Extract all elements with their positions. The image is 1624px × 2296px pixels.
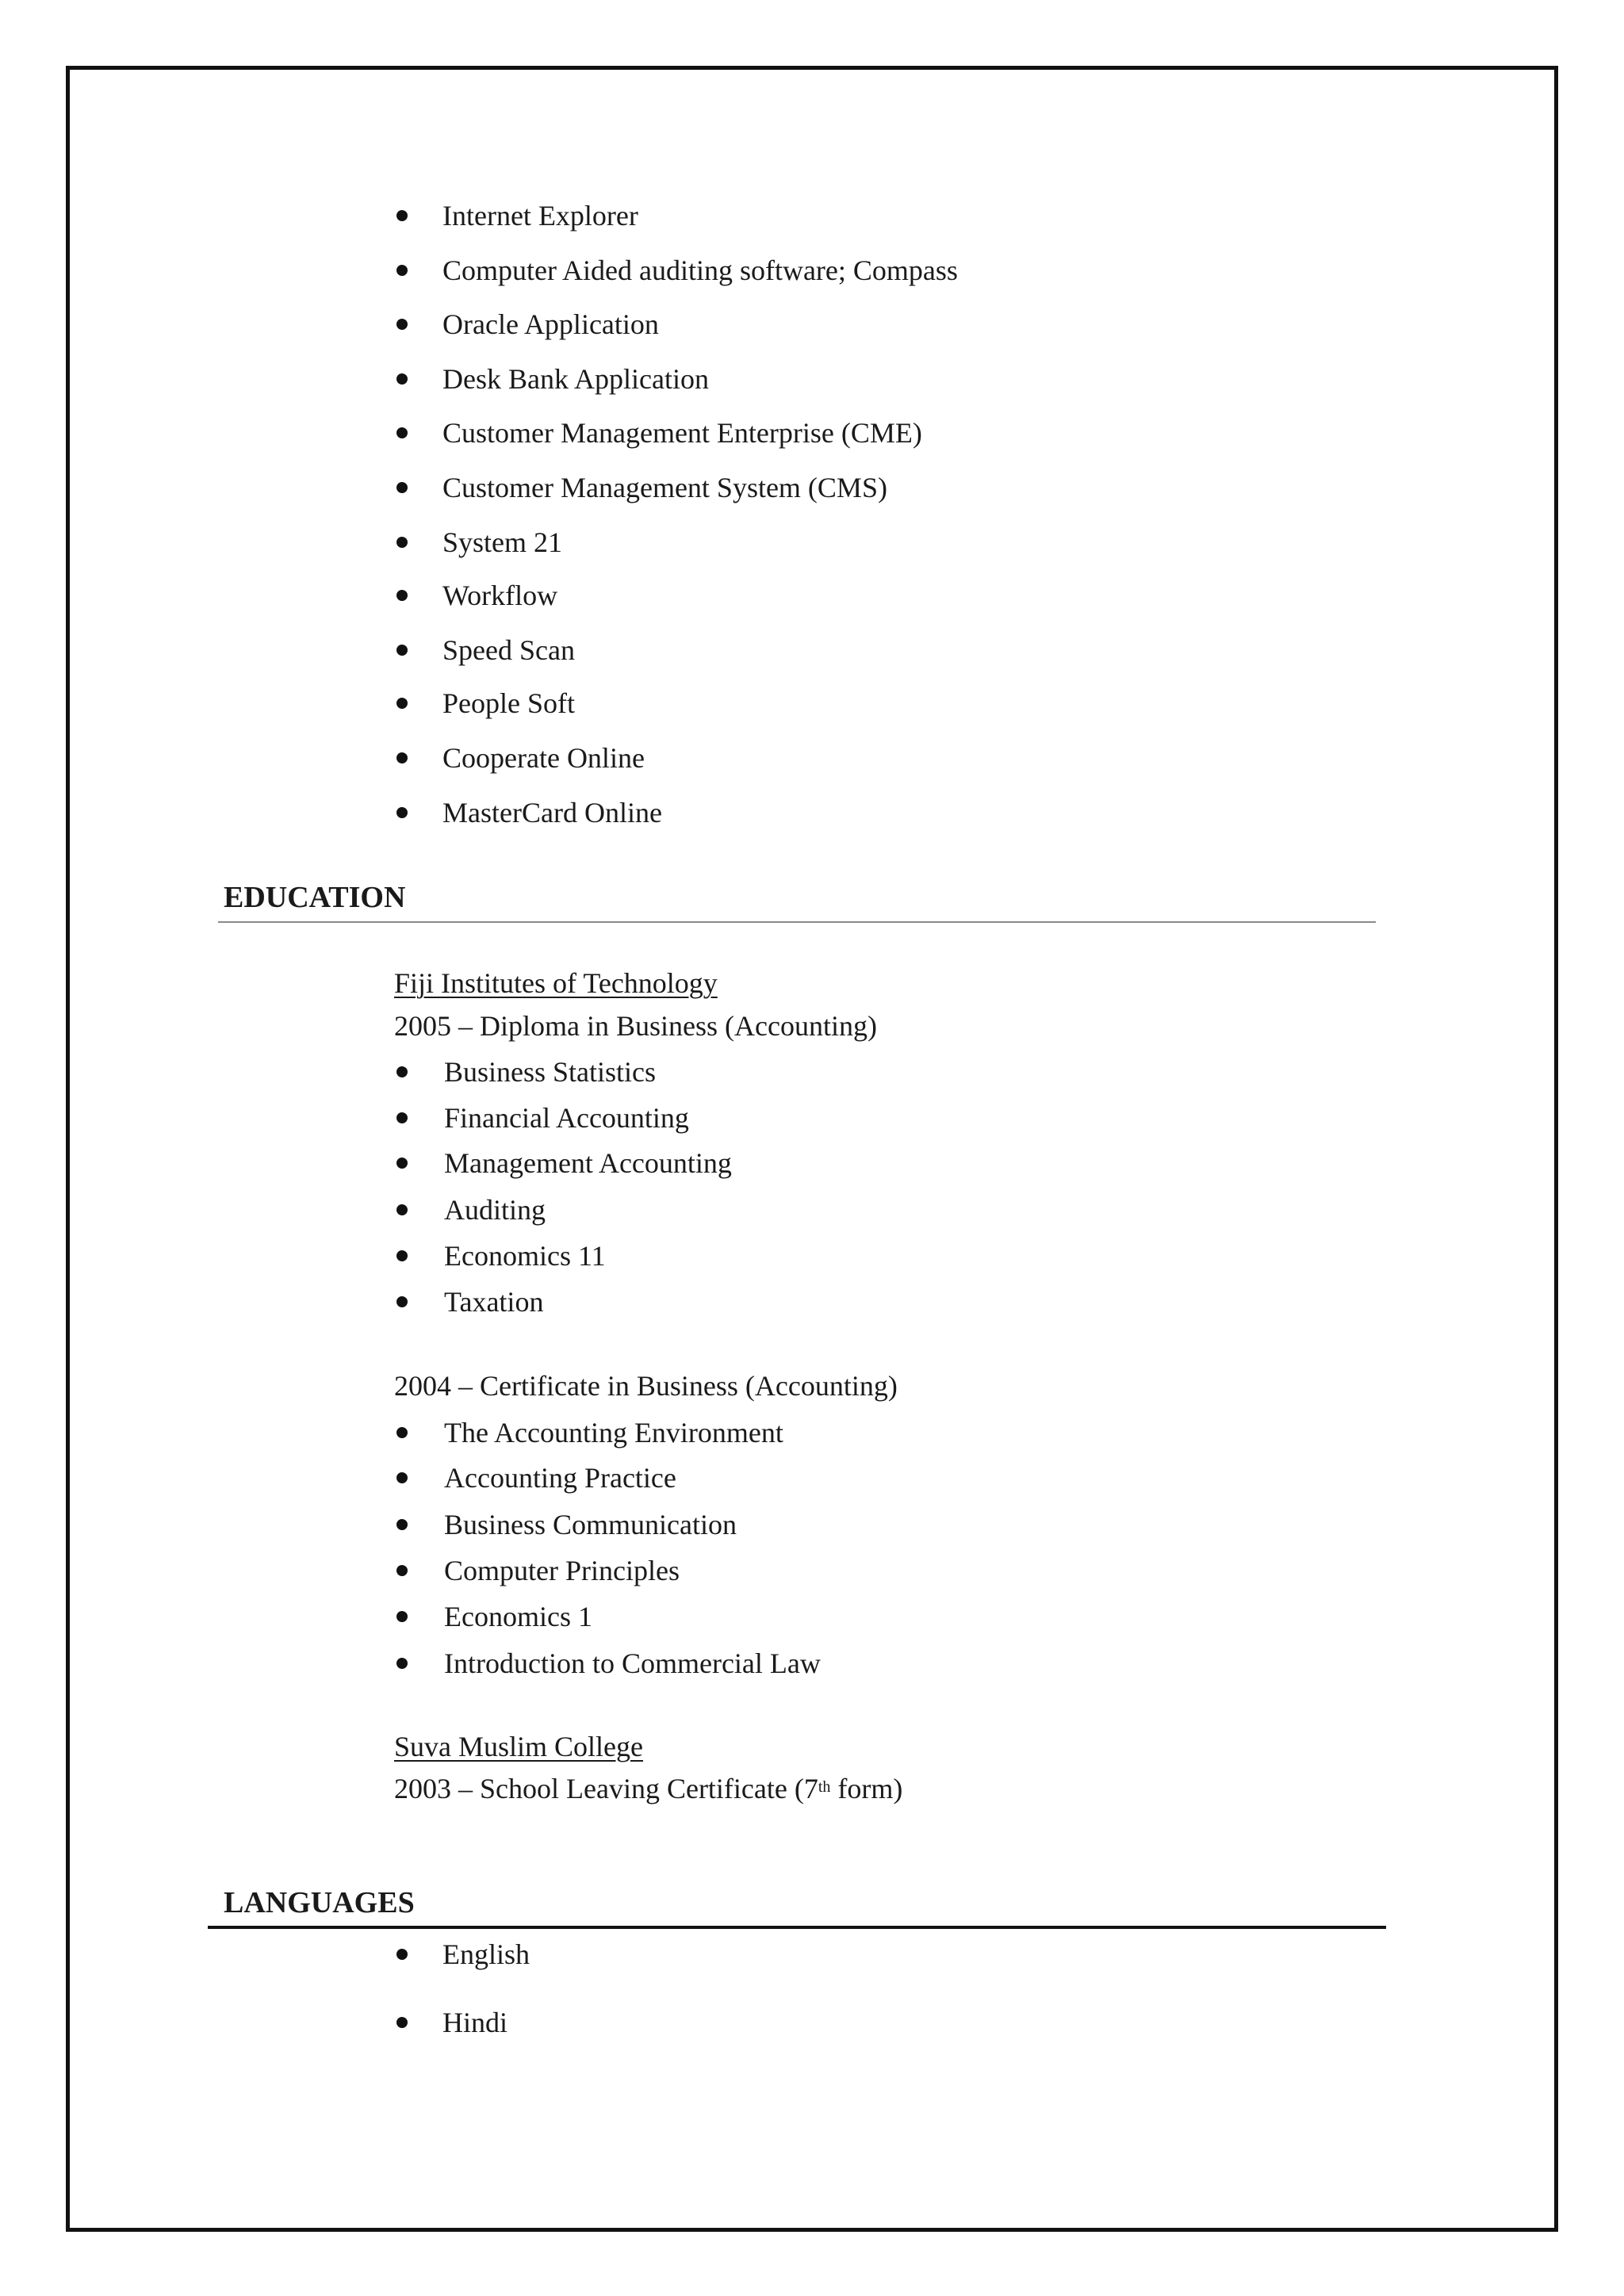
- languages-heading: LANGUAGES: [224, 1886, 415, 1919]
- institution-name: Suva Muslim College: [394, 1731, 643, 1762]
- bullet-icon: [396, 2017, 408, 2028]
- list-item: Accounting Practice: [396, 1454, 1348, 1502]
- bullet-icon: [396, 319, 408, 330]
- bullet-icon: [396, 807, 408, 818]
- bullet-icon: [396, 1158, 408, 1169]
- list-item: Management Accounting: [396, 1139, 1348, 1187]
- list-item: MasterCard Online: [396, 789, 1348, 836]
- list-item: Speed Scan: [396, 626, 1348, 674]
- list-item: Workflow: [396, 572, 1348, 619]
- languages-divider: [208, 1926, 1386, 1929]
- bullet-icon: [396, 1112, 408, 1123]
- bullet-icon: [396, 1296, 408, 1307]
- list-item: Introduction to Commercial Law: [396, 1640, 1348, 1687]
- bullet-icon: [396, 427, 408, 438]
- list-item: Business Statistics: [396, 1048, 1348, 1096]
- bullet-icon: [396, 1066, 408, 1077]
- bullet-icon: [396, 645, 408, 656]
- bullet-icon: [396, 1427, 408, 1438]
- qualification-title: 2003 – School Leaving Certificate (7th form): [394, 1773, 903, 1804]
- bullet-icon: [396, 1519, 408, 1530]
- bullet-icon: [396, 590, 408, 601]
- bullet-icon: [396, 1250, 408, 1261]
- list-item: Economics 1: [396, 1593, 1348, 1640]
- institution-name: Fiji Institutes of Technology: [394, 967, 718, 999]
- bullet-icon: [396, 752, 408, 763]
- list-item: Computer Principles: [396, 1547, 1348, 1594]
- bullet-icon: [396, 1611, 408, 1622]
- bullet-icon: [396, 1565, 408, 1576]
- list-item: People Soft: [396, 679, 1348, 727]
- list-item: Cooperate Online: [396, 734, 1348, 782]
- list-item: English: [396, 1931, 1348, 1978]
- bullet-icon: [396, 265, 408, 276]
- list-item: Customer Management Enterprise (CME): [396, 409, 1348, 457]
- list-item: Business Communication: [396, 1501, 1348, 1548]
- list-item: Economics 11: [396, 1232, 1348, 1280]
- list-item: System 21: [396, 519, 1348, 566]
- bullet-icon: [396, 373, 408, 385]
- list-item: Internet Explorer: [396, 192, 1348, 239]
- list-item: Financial Accounting: [396, 1094, 1348, 1142]
- list-item: Computer Aided auditing software; Compass: [396, 247, 1348, 294]
- list-item: Desk Bank Application: [396, 355, 1348, 403]
- bullet-icon: [396, 210, 408, 221]
- bullet-icon: [396, 1472, 408, 1483]
- list-item: Auditing: [396, 1186, 1348, 1234]
- list-item: Taxation: [396, 1278, 1348, 1326]
- qualification-title: 2004 – Certificate in Business (Accounting): [394, 1370, 898, 1402]
- list-item: Oracle Application: [396, 300, 1348, 348]
- education-divider: [218, 921, 1376, 923]
- list-item: The Accounting Environment: [396, 1409, 1348, 1456]
- bullet-icon: [396, 1658, 408, 1669]
- bullet-icon: [396, 537, 408, 548]
- bullet-icon: [396, 698, 408, 709]
- bullet-icon: [396, 1949, 408, 1960]
- qualification-title: 2005 – Diploma in Business (Accounting): [394, 1010, 877, 1042]
- list-item: Customer Management System (CMS): [396, 464, 1348, 511]
- education-heading: EDUCATION: [224, 881, 406, 914]
- bullet-icon: [396, 1204, 408, 1215]
- list-item: Hindi: [396, 1999, 1348, 2046]
- bullet-icon: [396, 482, 408, 493]
